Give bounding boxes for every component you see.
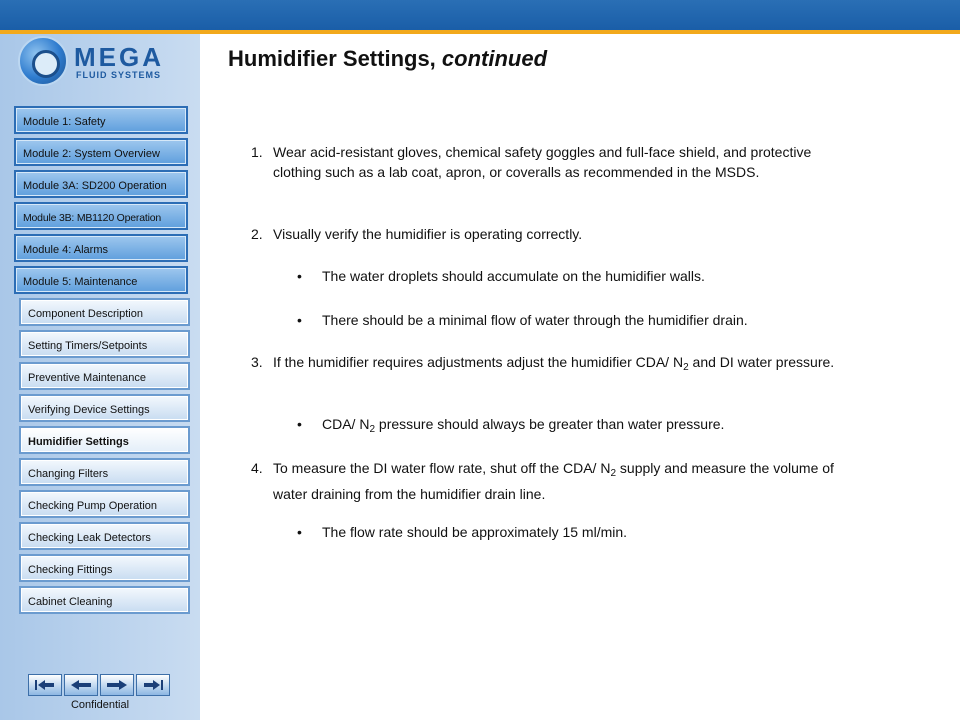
subscript-2: 2 [683, 362, 689, 373]
step-3 [251, 352, 861, 378]
bullet-2 [297, 310, 857, 330]
step-text: Visually verify the humidifier is operating correctly. [273, 226, 583, 242]
header-bar [0, 0, 960, 30]
bullet-text: The flow rate should be approximately 15 ml/min. [322, 524, 628, 540]
logo-wordmark: MEGA [74, 42, 164, 72]
confidential-footer: Confidential [70, 699, 130, 711]
bullet-dot: • [297, 524, 302, 540]
submenu-checking-pump-operation[interactable]: Checking Pump Operation [19, 490, 190, 518]
page-title [228, 46, 547, 72]
submenu-cabinet-cleaning[interactable]: Cabinet Cleaning [19, 586, 190, 614]
step-number: 3. [251, 354, 263, 370]
step-4 [251, 458, 861, 504]
bullet-text-part: CDA/ N [322, 416, 370, 432]
step-text-part: supply and measure the volume of water draining from the humidifier drain line. [273, 460, 834, 502]
submenu-component-description[interactable]: Component Description [19, 298, 190, 326]
page-title-main: Humidifier Settings, [228, 46, 442, 71]
step-2 [251, 224, 861, 244]
bullet-dot: • [297, 416, 302, 432]
bullet-1 [297, 266, 857, 286]
subscript-2: 2 [369, 424, 376, 435]
step-number: 2. [251, 226, 263, 242]
step-1 [251, 142, 861, 182]
last-page-icon[interactable] [136, 674, 170, 696]
submenu-humidifier-settings[interactable]: Humidifier Settings [19, 426, 190, 454]
module-3a-button[interactable]: Module 3A: SD200 Operation [14, 170, 188, 198]
step-text [251, 458, 861, 504]
bullet-dot: • [297, 312, 302, 328]
step-number: 1. [251, 144, 263, 160]
bullet-text [297, 414, 857, 440]
submenu-verifying-device-settings[interactable]: Verifying Device Settings [19, 394, 190, 422]
module-1-button[interactable]: Module 1: Safety [14, 106, 188, 134]
slide-navigation [28, 674, 172, 696]
previous-page-icon[interactable] [64, 674, 98, 696]
step-text: Wear acid-resistant gloves, chemical safety goggles and full-face shield, and protective clothing such as a lab coat, apron, or coveralls as recommended in the MSDS. [273, 144, 812, 180]
bullet-text: There should be a minimal flow of water through the humidifier drain. [322, 312, 748, 328]
module-2-button[interactable]: Module 2: System Overview [14, 138, 188, 166]
step-text [251, 352, 861, 378]
logo-ring-icon [18, 36, 68, 86]
mega-logo [18, 36, 178, 86]
step-text-part: and DI water pressure. [688, 354, 835, 370]
step-number: 4. [251, 460, 263, 476]
module-5-button[interactable]: Module 5: Maintenance [14, 266, 188, 294]
bullet-text: The water droplets should accumulate on the humidifier walls. [322, 268, 705, 284]
next-page-icon[interactable] [100, 674, 134, 696]
submenu-checking-leak-detectors[interactable]: Checking Leak Detectors [19, 522, 190, 550]
module-4-button[interactable]: Module 4: Alarms [14, 234, 188, 262]
bullet-3 [297, 414, 857, 440]
submenu-checking-fittings[interactable]: Checking Fittings [19, 554, 190, 582]
step-text-part: If the humidifier requires adjustments adjust the humidifier CDA/ N [273, 354, 684, 370]
bullet-dot: • [297, 268, 302, 284]
submenu-preventive-maintenance[interactable]: Preventive Maintenance [19, 362, 190, 390]
step-text-part: To measure the DI water flow rate, shut off the CDA/ N [273, 460, 611, 476]
submenu-changing-filters[interactable]: Changing Filters [19, 458, 190, 486]
subscript-2: 2 [610, 468, 617, 479]
page-title-italic: continued [441, 46, 548, 71]
first-page-icon[interactable] [28, 674, 62, 696]
module-3b-button[interactable]: Module 3B: MB1120 Operation [14, 202, 188, 230]
bullet-4 [297, 522, 857, 542]
bullet-text-part: pressure should always be greater than water pressure. [375, 416, 725, 432]
submenu-setting-timers[interactable]: Setting Timers/Setpoints [19, 330, 190, 358]
logo-subtitle: FLUID SYSTEMS [76, 70, 162, 80]
